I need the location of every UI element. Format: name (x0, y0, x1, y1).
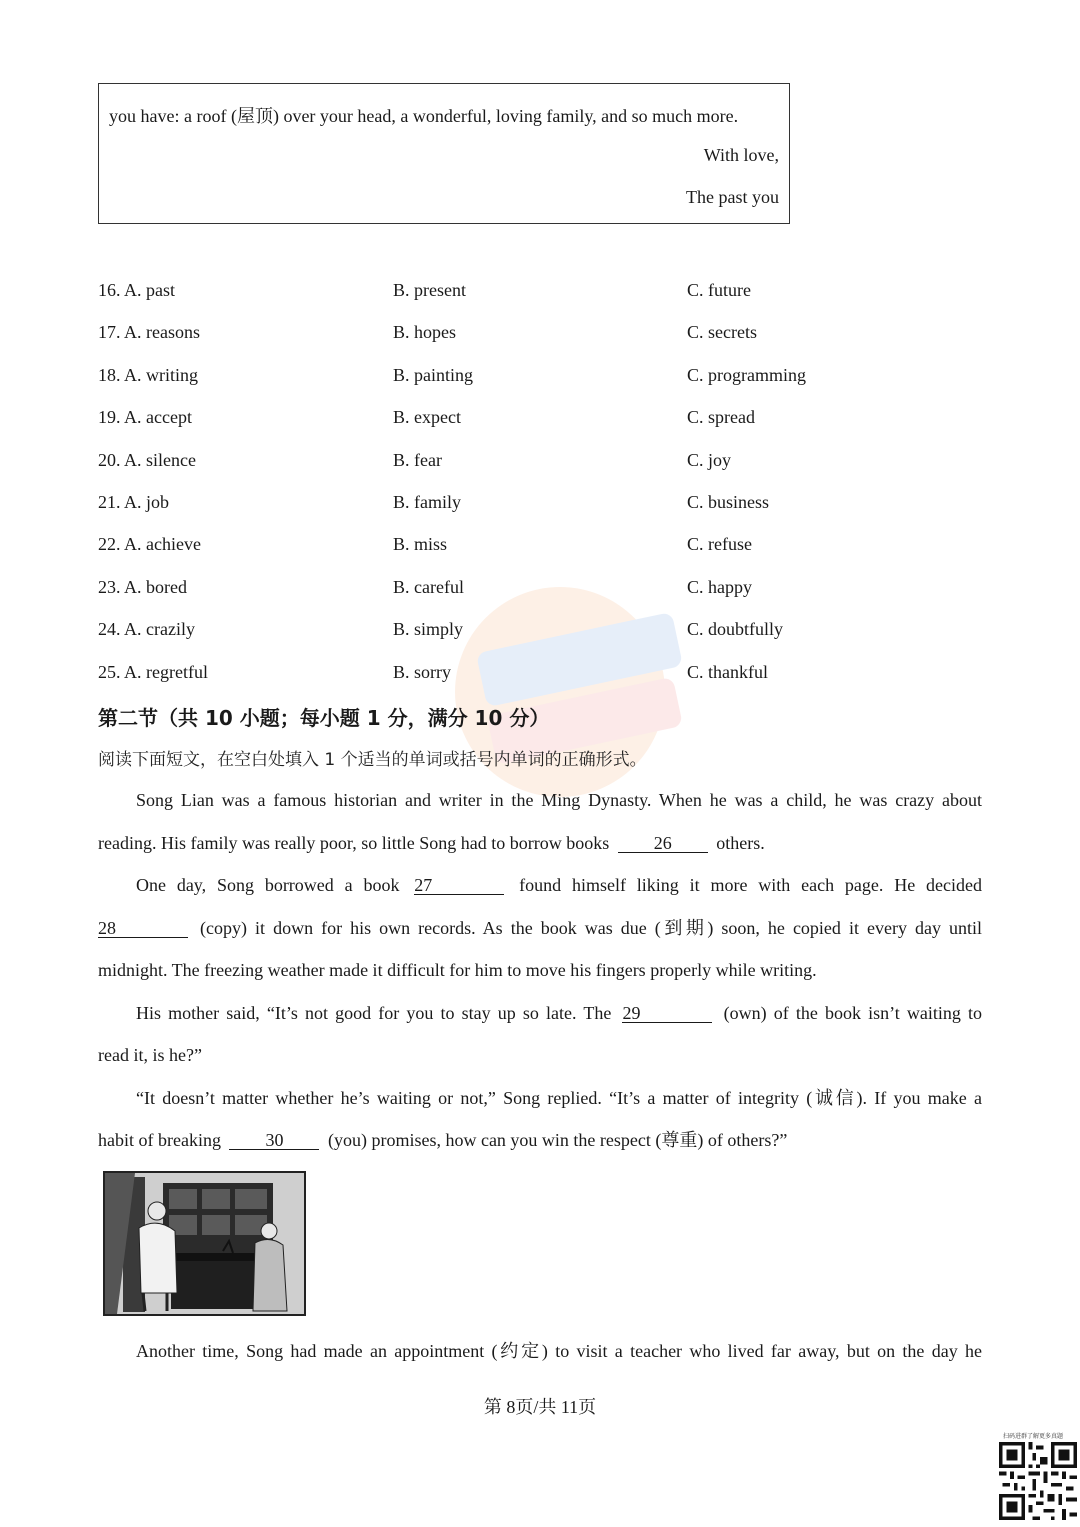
option-c: C. happy (687, 577, 752, 597)
section-heading: 第二节（共 10 小题；每小题 1 分，满分 10 分） (98, 706, 550, 730)
passage-line: habit of breaking 30 (you) promises, how can you win the respect (尊重) of others?” (98, 1130, 788, 1150)
option-a: 20. A. silence (98, 450, 196, 470)
option-a: 24. A. crazily (98, 619, 195, 639)
passage-line: Another time, Song had made an appointment (约定) to visit a teacher who lived far away, but on the day he (136, 1341, 982, 1361)
blank-28[interactable]: 28 (98, 919, 188, 938)
option-row-20 (98, 450, 898, 480)
option-c: C. secrets (687, 322, 757, 342)
letter-signature: The past you (686, 187, 779, 207)
option-c: C. business (687, 492, 770, 512)
option-b: B. present (393, 280, 466, 300)
passage-line: Song Lian was a famous historian and writer in the Ming Dynasty. When he was a child, he was crazy about (136, 790, 982, 810)
option-row-16 (98, 280, 898, 310)
blank-26[interactable]: 26 (618, 834, 708, 853)
passage-line: 28 (copy) it down for his own records. As the book was due (到期) soon, he copied it every day until (98, 917, 982, 938)
option-c: C. thankful (687, 662, 768, 682)
passage-line: His mother said, “It’s not good for you to stay up so late. The 29 (own) of the book isn’t waiting to (136, 1002, 983, 1023)
option-a: 21. A. job (98, 492, 170, 512)
option-b: B. simply (393, 619, 464, 639)
passage-line: midnight. The freezing weather made it difficult for him to move his fingers properly while writing. (98, 960, 817, 980)
story-illustration (103, 1171, 306, 1316)
option-row-23 (98, 577, 898, 607)
option-row-25 (98, 662, 898, 692)
letter-box (98, 83, 790, 224)
option-c: C. joy (687, 450, 732, 470)
option-a: 16. A. past (98, 280, 176, 300)
passage-line: read it, is he?” (98, 1045, 202, 1065)
section-instruction: 阅读下面短文，在空白处填入 1 个适当的单词或括号内单词的正确形式。 (98, 750, 647, 770)
option-b: B. careful (393, 577, 464, 597)
option-row-17 (98, 322, 898, 352)
qr-code[interactable] (999, 1442, 1077, 1520)
option-c: C. refuse (687, 534, 752, 554)
qr-caption: 扫码进群了解更多真题 (1003, 1433, 1064, 1440)
option-b: B. expect (393, 407, 461, 427)
option-row-22 (98, 534, 898, 564)
blank-27[interactable]: 27 (414, 876, 504, 895)
page-number: 第 8页/共 11页 (483, 1397, 597, 1417)
option-b: B. miss (393, 534, 448, 554)
blank-30[interactable]: 30 (229, 1131, 319, 1150)
passage-block-1 (98, 779, 982, 1162)
option-b: B. painting (393, 365, 473, 385)
letter-closing: With love, (703, 145, 779, 165)
option-a: 18. A. writing (98, 365, 199, 385)
option-a: 17. A. reasons (98, 322, 200, 342)
letter-body: you have: a roof (屋顶) over your head, a wonderful, loving family, and so much more. (109, 106, 739, 126)
passage-line: reading. His family was really poor, so little Song had to borrow books 26 others. (98, 832, 765, 853)
passage-line: One day, Song borrowed a book 27 found himself liking it more with each page. He decided (136, 875, 983, 895)
option-c: C. doubtfully (687, 619, 784, 639)
option-row-21 (98, 492, 898, 522)
option-c: C. future (687, 280, 751, 300)
option-a: 22. A. achieve (98, 534, 201, 554)
option-a: 25. A. regretful (98, 662, 208, 682)
option-c: C. spread (687, 407, 755, 427)
option-b: B. sorry (393, 662, 451, 682)
illustration-scene (105, 1173, 304, 1314)
option-a: 23. A. bored (98, 577, 187, 597)
option-a: 19. A. accept (98, 407, 192, 427)
option-b: B. hopes (393, 322, 456, 342)
option-row-24 (98, 619, 898, 649)
option-b: B. family (393, 492, 461, 512)
option-b: B. fear (393, 450, 442, 470)
passage-block-2 (98, 1330, 982, 1373)
passage-line: “It doesn’t matter whether he’s waiting or not,” Song replied. “It’s a matter of integrity (诚信). If you make a (136, 1087, 982, 1108)
blank-29[interactable]: 29 (622, 1004, 712, 1023)
option-c: C. programming (687, 365, 806, 385)
option-row-19 (98, 407, 898, 437)
option-row-18 (98, 365, 898, 395)
